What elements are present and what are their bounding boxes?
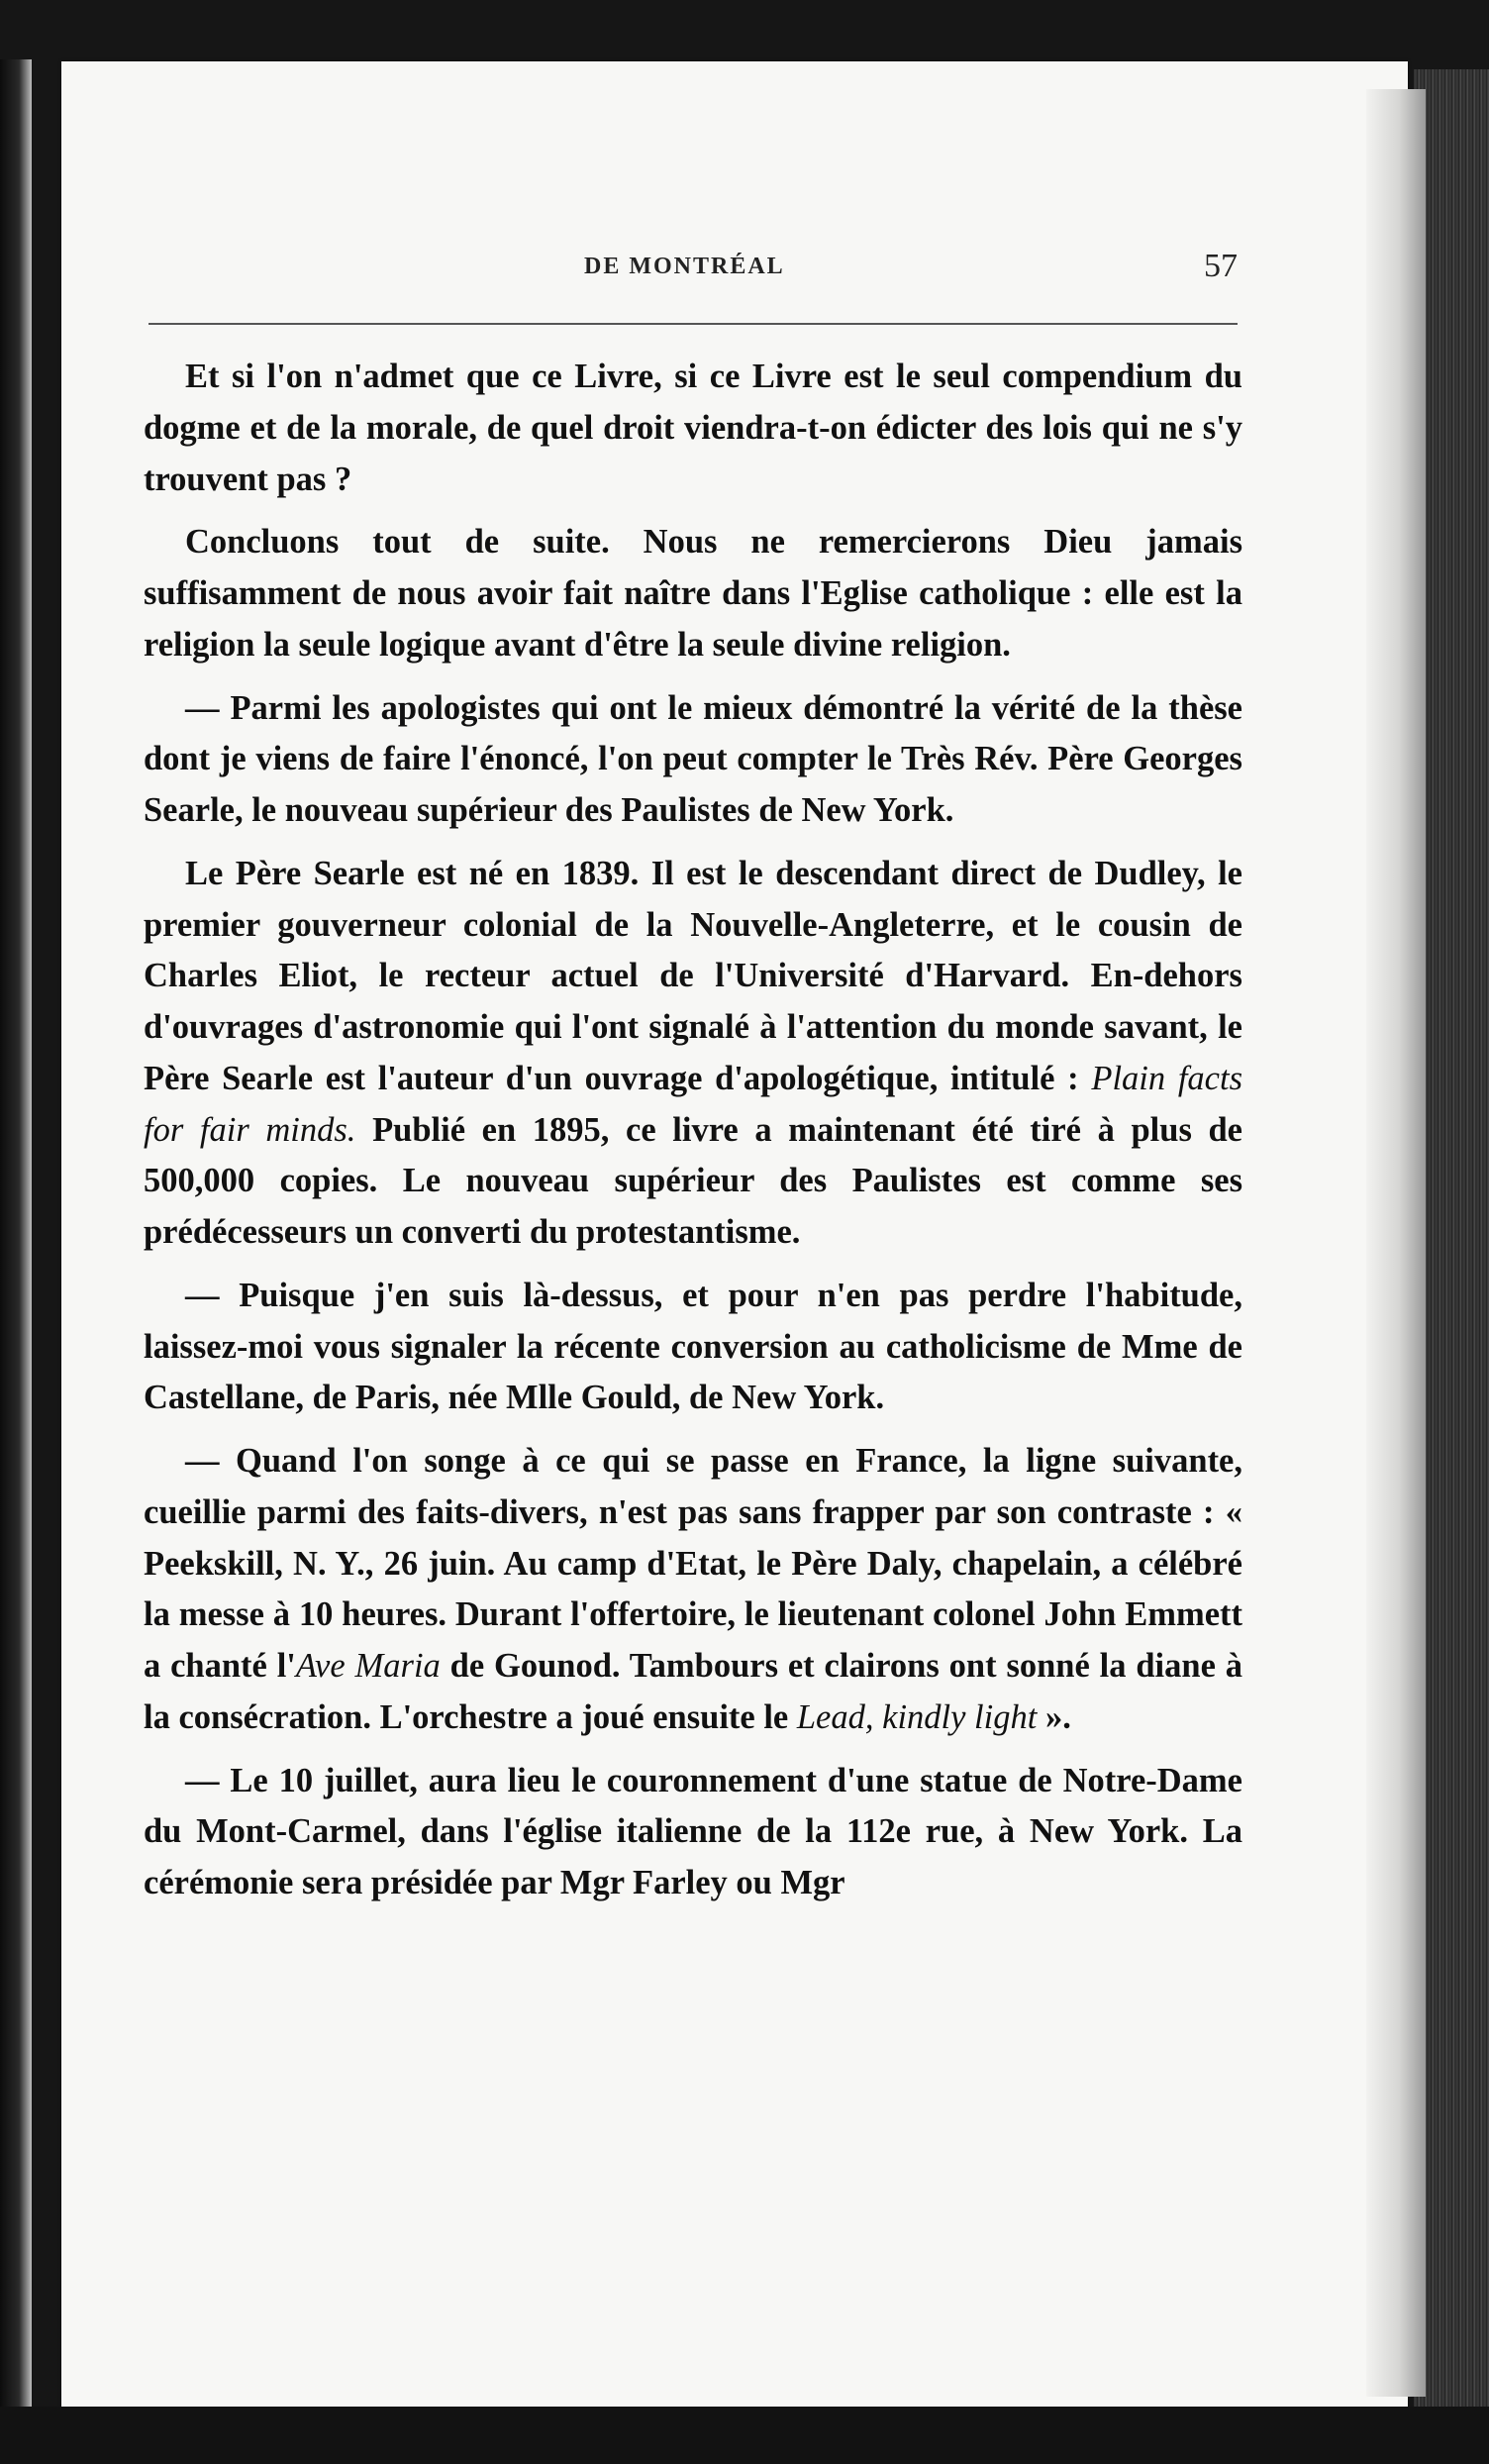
paragraph [144, 849, 1242, 1259]
paragraph [144, 517, 1242, 670]
paragraph-text: Le Père Searle est né en 1839. Il est le descendant direct de Dudley, le premier gouverneur colonial de la Nouvelle-Angleterre, et le cousin de Charles Eliot, le recteur actuel de l'Université d'Harvard. En-dehors d'ouvrages d'astronomie qui l'ont signalé à l'attention du monde savant, le Père Searle est l'auteur d'un ouvrage d'apologétique, intitulé : [144, 854, 1242, 1097]
running-title: DE MONTRÉAL [584, 254, 785, 279]
paragraph-text: de Gounod. Tambours et clairons ont sonné la diane à la consécration. L'orchestre a joué ensuite le [144, 1647, 1242, 1736]
paragraph-text: Et si l'on n'admet que ce Livre, si ce Livre est le seul compendium du dogme et de la morale, de quel droit viendra-t-on édicter des lois qui ne s'y trouvent pas ? [144, 358, 1242, 498]
paragraph-text: — Puisque j'en suis là-dessus, et pour n'en pas perdre l'habitude, laissez-moi vous signaler la récente conversion au catholicisme de Mme de Castellane, de Paris, née Mlle Gould, de New York. [144, 1276, 1242, 1417]
song-title-italic: Ave Maria [295, 1647, 441, 1685]
paragraph-text: ». [1037, 1697, 1071, 1736]
paragraph [144, 1756, 1242, 1909]
paragraph [144, 683, 1242, 837]
hymn-title-italic: Lead, kindly light [796, 1697, 1038, 1736]
page-number: 57 [1204, 248, 1238, 284]
paragraph-text: — Quand l'on songe à ce qui se passe en France, la ligne suivante, cueillie parmi des faits-divers, n'est pas sans frapper par son contraste : « Peekskill, N. Y., 26 juin. Au camp d'Etat, le Père Daly, chapelain, a célébré la messe à 10 heures. Durant l'offertoire, le lieutenant colonel John Emmett a chanté l' [144, 1442, 1242, 1685]
paragraph [144, 1271, 1242, 1424]
paragraph-text: Concluons tout de suite. Nous ne remercierons Dieu jamais suffisamment de nous avoir fait naître dans l'Eglise catholique : elle est la religion la seule logique avant d'être la seule divine religion. [144, 523, 1242, 664]
paragraph [144, 352, 1242, 505]
bottom-shadow [0, 2407, 1489, 2464]
paragraph-text: — Le 10 juillet, aura lieu le couronnement d'une statue de Notre-Dame du Mont-Carmel, dans l'église italienne de la 112e rue, à New York. La cérémonie sera présidée par Mgr Farley ou Mgr [144, 1761, 1242, 1901]
book-title-italic: Plain facts for fair minds. [144, 1059, 1242, 1149]
paragraph-text: Publié en 1895, ce livre a maintenant été tiré à plus de 500,000 copies. Le nouveau supérieur des Paulistes est comme ses prédécesseurs un converti du protestantisme. [144, 1110, 1242, 1251]
header-rule [149, 323, 1238, 325]
page-gutter-shading [1366, 89, 1426, 2397]
facing-page-edge [0, 59, 32, 2416]
paragraph-text: — Parmi les apologistes qui ont le mieux démontré la vérité de la thèse dont je viens de faire l'énoncé, l'on peut compter le Très Rév. Père Georges Searle, le nouveau supérieur des Paulistes de New York. [144, 688, 1242, 829]
page-header [149, 248, 1238, 307]
page-body [144, 352, 1242, 1921]
paragraph [144, 1436, 1242, 1744]
